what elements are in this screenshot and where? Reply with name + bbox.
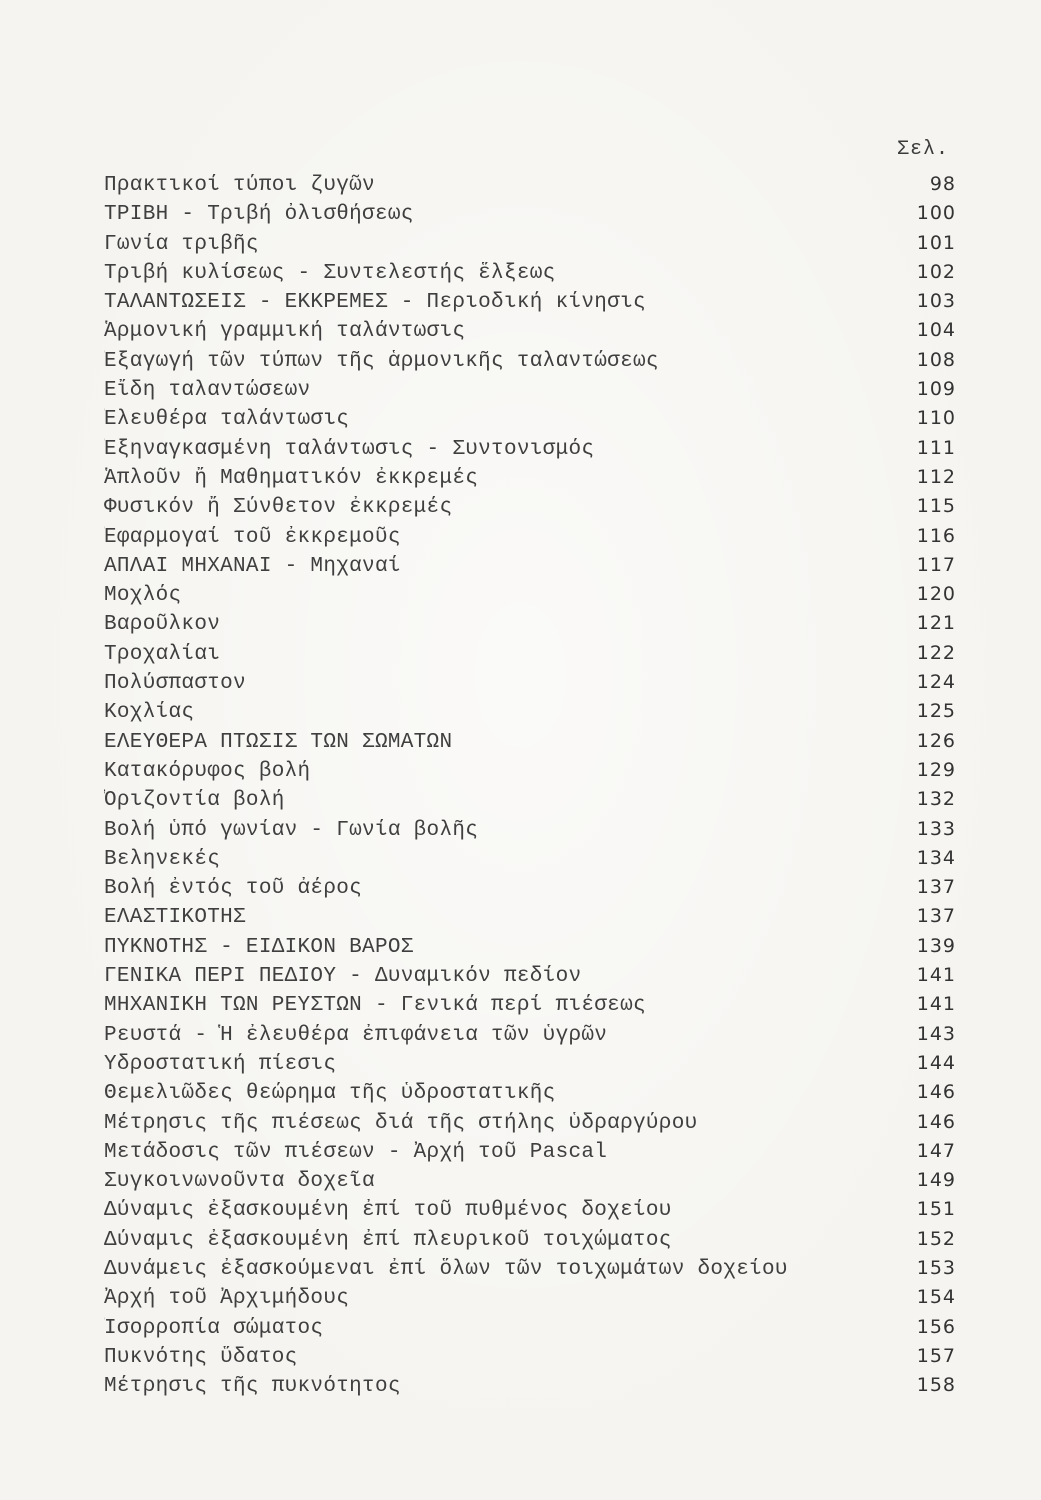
toc-entry-title: Ἐξηναγκασμένη ταλάντωσις - Συντονισμός [104,437,595,461]
toc-entry-page-number: 144 [916,1051,956,1074]
toc-entry-page-number: 133 [916,817,956,840]
toc-entry-title: ΕΛΑΣΤΙΚΟΤΗΣ [104,906,246,930]
toc-entry [104,759,956,788]
toc-entry-title: Τροχαλίαι [104,642,221,666]
toc-entry-title: Ὁριζοντία βολή [104,789,285,813]
toc-entry-page-number: 100 [916,202,956,225]
toc-entry [104,1052,956,1081]
toc-entry-title: Ἐλευθέρα ταλάντωσις [104,408,350,432]
toc-entry [104,1374,956,1403]
toc-entry-title: Ἐξαγωγή τῶν τύπων τῆς ἁρμονικῆς ταλαντώσεως [104,349,659,373]
toc-entry-title: ΤΑΛΑΝΤΩΣΕΙΣ - ΕΚΚΡΕΜΕΣ - Περιοδική κίνησις [104,291,646,315]
toc-entry [104,612,956,641]
toc-entry-title: ΤΡΙΒΗ - Τριβή ὀλισθήσεως [104,203,414,227]
toc-entry [104,671,956,700]
toc-entry-title: Ρευστά - Ἡ ἐλευθέρα ἐπιφάνεια τῶν ὑγρῶν [104,1023,608,1047]
toc-entry-title: ΜΗΧΑΝΙΚΗ ΤΩΝ ΡΕΥΣΤΩΝ - Γενικά περί πιέσεως [104,994,646,1018]
toc-entry-page-number: 112 [916,465,956,488]
toc-entry [104,378,956,407]
toc-entry [104,525,956,554]
toc-entry-page-number: 146 [916,1081,956,1104]
toc-entry-page-number: 104 [916,319,956,342]
toc-entry-page-number: 132 [916,788,956,811]
toc-entry [104,349,956,378]
toc-entry-page-number: 120 [916,583,956,606]
toc-entry [104,261,956,290]
toc-entry-page-number: 111 [916,436,956,459]
toc-entry-title: ΑΠΛΑΙ ΜΗΧΑΝΑΙ - Μηχαναί [104,554,401,578]
toc-entry-page-number: 129 [916,758,956,781]
toc-entry [104,1081,956,1110]
toc-entry-page-number: 98 [929,173,956,195]
toc-entry-page-number: 154 [916,1286,956,1309]
toc-entry-title: ΕΛΕΥΘΕΡΑ ΠΤΩΣΙΣ ΤΩΝ ΣΩΜΑΤΩΝ [104,730,453,754]
toc-entry-page-number: 116 [916,524,956,547]
toc-entry-page-number: 156 [916,1315,956,1338]
toc-entry-page-number: 134 [916,846,956,869]
toc-entry-title: Ἐφαρμογαί τοῦ ἐκκρεμοῦς [104,525,401,549]
toc-entry [104,1228,956,1257]
toc-entry-title: Δύναμις ἐξασκουμένη ἐπί πλευρικοῦ τοιχώματος [104,1228,672,1252]
toc-entry-title: Βολή ἐντός τοῦ ἀέρος [104,877,363,901]
toc-entry-page-number: 109 [916,378,956,401]
toc-entry [104,964,956,993]
toc-entry [104,202,956,231]
toc-entry-title: Πολύσπαστον [104,672,246,696]
toc-entry-page-number: 158 [916,1374,956,1397]
toc-entry-page-number: 124 [916,671,956,694]
toc-entry [104,232,956,261]
toc-entry-page-number: 108 [916,348,956,371]
toc-entry-page-number: 110 [916,407,956,430]
toc-entry-page-number: 151 [916,1198,956,1221]
toc-entry-title: Τριβή κυλίσεως - Συντελεστής ἕλξεως [104,261,556,285]
toc-entry-title: Δύναμις ἐξασκουμένη ἐπί τοῦ πυθμένος δοχείου [104,1199,672,1223]
toc-entry-title: Δυνάμεις ἐξασκούμεναι ἐπί ὅλων τῶν τοιχωμάτων δοχείου [104,1257,788,1281]
toc-entry [104,319,956,348]
toc-entry [104,847,956,876]
toc-entry [104,1198,956,1227]
toc-entry [104,583,956,612]
toc-entry-page-number: 121 [916,612,956,635]
toc-entry [104,407,956,436]
toc-entry-title: Κοχλίας [104,701,195,725]
toc-entry-title: Μετάδοσις τῶν πιέσεων - Ἀρχή τοῦ Pascal [104,1140,608,1164]
toc-entry-page-number: 139 [916,934,956,957]
toc-entry-title: Μέτρησις τῆς πυκνότητος [104,1375,401,1399]
toc-entry-page-number: 115 [916,495,956,518]
toc-entry [104,173,956,202]
toc-entry-page-number: 102 [916,260,956,283]
toc-entry [104,1286,956,1315]
toc-entry [104,1316,956,1345]
toc-entry-page-number: 149 [916,1169,956,1192]
toc-entry [104,730,956,759]
toc-entry-page-number: 137 [916,876,956,899]
toc-entry-page-number: 117 [916,553,956,576]
toc-entry [104,1140,956,1169]
toc-entry [104,935,956,964]
toc-entry-page-number: 147 [916,1139,956,1162]
toc-entry-title: Κατακόρυφος βολή [104,759,311,783]
toc-entry-title: Βαροῦλκον [104,613,221,637]
toc-entry-page-number: 157 [916,1344,956,1367]
toc-entry [104,818,956,847]
toc-entry-title: Εἴδη ταλαντώσεων [104,379,311,403]
toc-entry [104,554,956,583]
toc-entry-page-number: 125 [916,700,956,723]
toc-entry [104,788,956,817]
toc-entry-page-number: 143 [916,1022,956,1045]
toc-entry-title: Γωνία τριβῆς [104,232,259,256]
toc-entry [104,642,956,671]
toc-entry-title: Ἁπλοῦν ἤ Μαθηματικόν ἐκκρεμές [104,466,479,490]
toc-entry [104,993,956,1022]
toc-entry-title: Πρακτικοί τύποι ζυγῶν [104,174,375,197]
toc-entry-title: Ἰσορροπία σώματος [104,1316,324,1340]
toc-entry [104,466,956,495]
toc-entry [104,905,956,934]
toc-entry [104,1111,956,1140]
toc-entry-title: Βεληνεκές [104,847,221,871]
toc-entry [104,1345,956,1374]
toc-entry-title: Ἀρχή τοῦ Ἀρχιμήδους [104,1287,350,1311]
toc-entry-title: Ἁρμονική γραμμική ταλάντωσις [104,320,466,344]
toc-entry-page-number: 122 [916,641,956,664]
toc-entry-title: Φυσικόν ἤ Σύνθετον ἐκκρεμές [104,496,453,520]
page-column-header: Σελ. [896,138,949,161]
toc-entry-title: ΠΥΚΝΟΤΗΣ - ΕΙΔΙΚΟΝ ΒΑΡΟΣ [104,935,414,959]
toc-entry-page-number: 137 [916,905,956,928]
toc-entry [104,876,956,905]
toc-entry-page-number: 153 [916,1256,956,1279]
toc-entry [104,495,956,524]
toc-entry [104,700,956,729]
toc-entry-page-number: 141 [916,993,956,1016]
toc-entry-title: Πυκνότης ὕδατος [104,1345,298,1369]
toc-entry-title: Μέτρησις τῆς πιέσεως διά τῆς στήλης ὑδραργύρου [104,1111,698,1135]
toc-entry-page-number: 146 [916,1110,956,1133]
toc-entry-page-number: 152 [916,1227,956,1250]
toc-entry [104,437,956,466]
toc-entry-title: Θεμελιῶδες θεώρημα τῆς ὑδροστατικῆς [104,1082,556,1106]
toc-entry [104,290,956,319]
toc-entry [104,1257,956,1286]
toc-entry [104,1023,956,1052]
table-of-contents [104,173,956,1403]
toc-entry-title: Μοχλός [104,584,182,608]
toc-entry-title: ΓΕΝΙΚΑ ΠΕΡΙ ΠΕΔΙΟΥ - Δυναμικόν πεδίον [104,965,582,989]
toc-entry-page-number: 126 [916,729,956,752]
toc-entry-page-number: 101 [916,231,956,254]
toc-entry [104,1169,956,1198]
toc-entry-title: Βολή ὑπό γωνίαν - Γωνία βολῆς [104,818,479,842]
toc-entry-page-number: 103 [916,290,956,313]
toc-entry-page-number: 141 [916,964,956,987]
toc-entry-title: Συγκοινωνοῦντα δοχεῖα [104,1170,375,1194]
toc-entry-title: Ὑδροστατική πίεσις [104,1052,337,1076]
